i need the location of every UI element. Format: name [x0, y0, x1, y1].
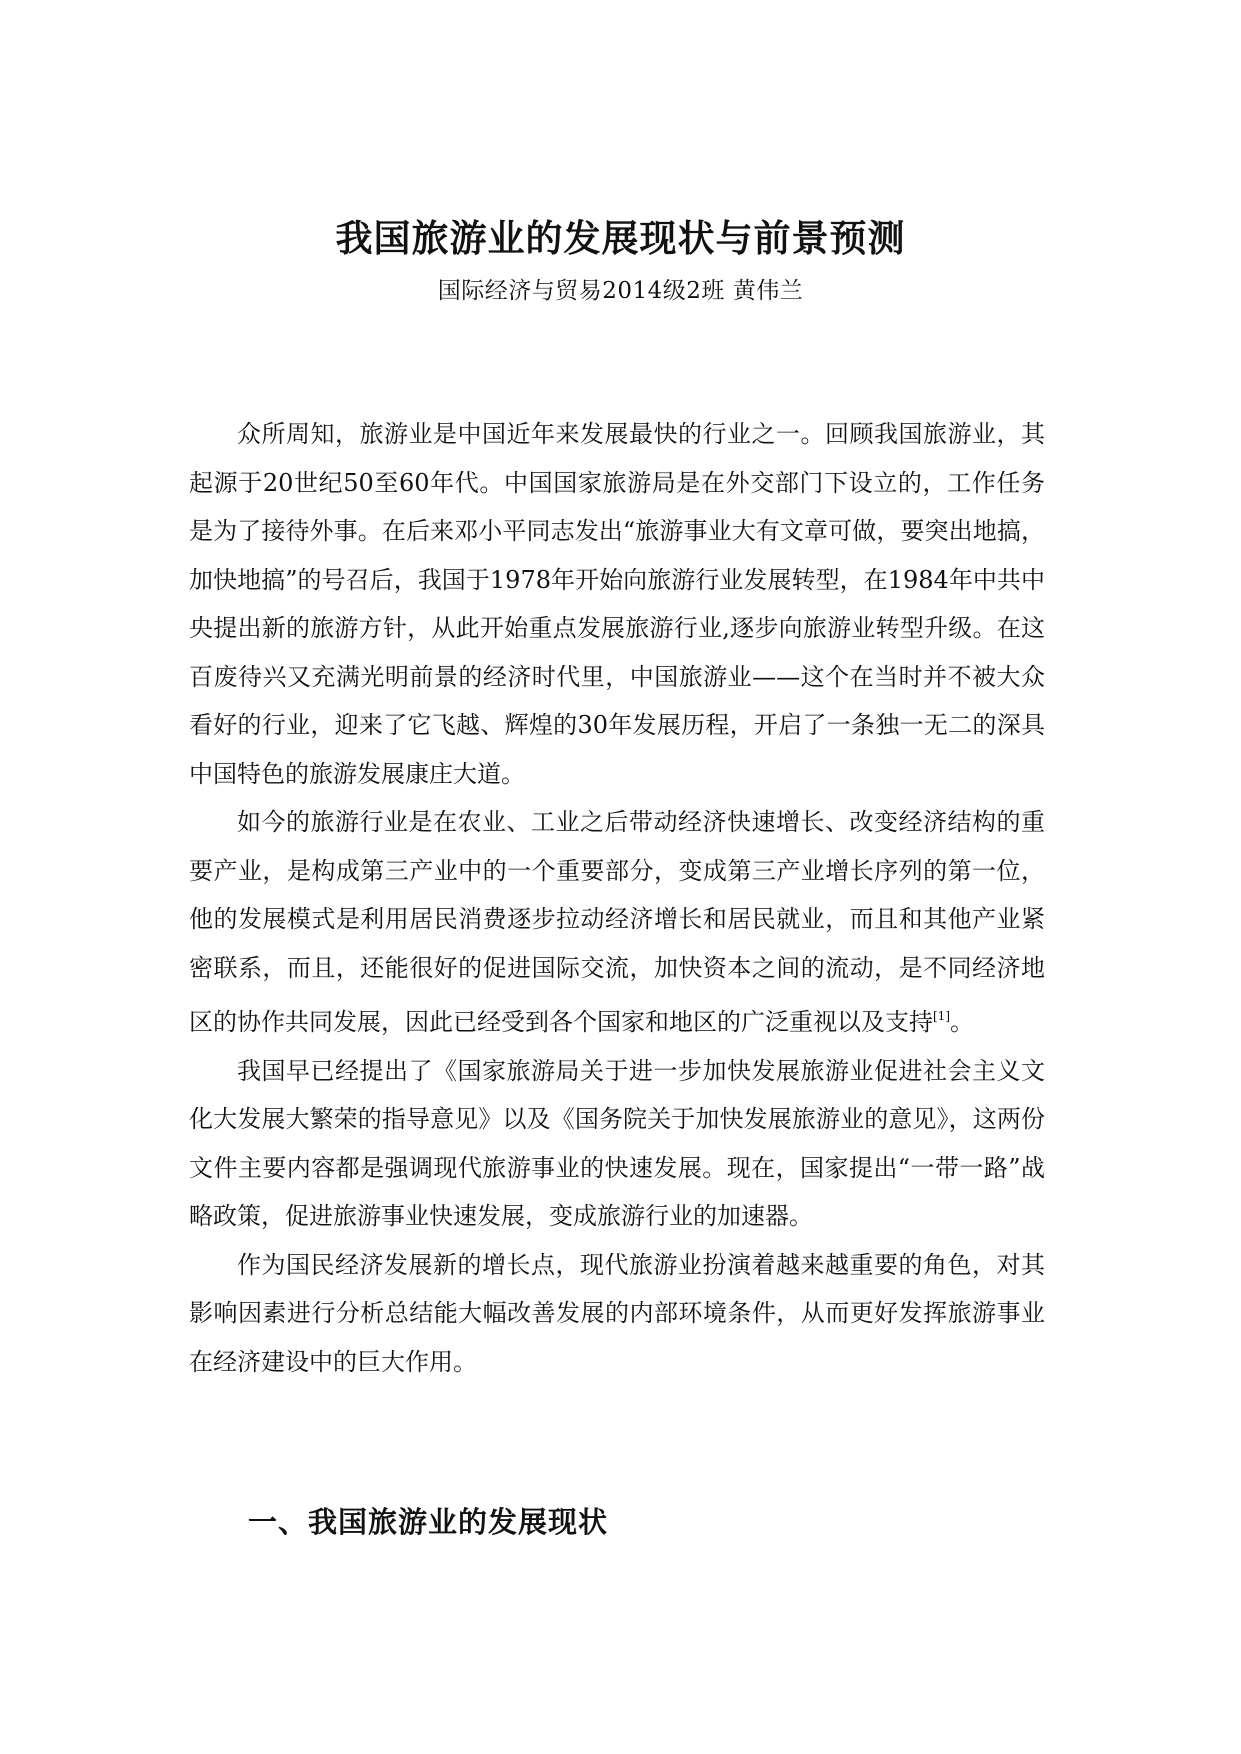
- author-line: 国际经济与贸易2014级2班 黄伟兰: [437, 278, 804, 304]
- section-heading: 一、我国旅游业的发展现状: [248, 1505, 609, 1539]
- paragraph-1: 众所周知，旅游业是中国近年来发展最快的行业之一。回顾我国旅游业，其起源于20世纪50至60年代。中国国家旅游局是在外交部门下设立的，工作任务是为了接待外事。在后来邓小平同志发出“旅游事业大有文章可做，要突出地搞，加快地搞”的号召后，我国于1978年开始向旅游行业发展转型，在1984年中共中央提出新的旅游方针，从此开始重点发展旅游行业,逐步向旅游业转型升级。在这百废待兴又充满光明前景的经济时代里，中国旅游业——这个在当时并不被大众看好的行业，迎来了它飞越、辉煌的30年发展历程，开启了一条独一无二的深具中国特色的旅游发展康庄大道。: [189, 420, 1045, 788]
- paragraph-4: 作为国民经济发展新的增长点，现代旅游业扮演着越来越重要的角色，对其影响因素进行分析总结能大幅改善发展的内部环境条件，从而更好发挥旅游事业在经济建设中的巨大作用。: [189, 1250, 1045, 1376]
- paragraph-3: 我国早已经提出了《国家旅游局关于进一步加快发展旅游业促进社会主义文化大发展大繁荣的指导意见》以及《国务院关于加快发展旅游业的意见》，这两份文件主要内容都是强调现代旅游事业的快速发展。现在，国家提出“一带一路”战略政策，促进旅游事业快速发展，变成旅游行业的加速器。: [189, 1056, 1045, 1230]
- paragraph-2: [189, 798, 1045, 1047]
- document-body: [189, 410, 1045, 1386]
- paragraph-2-text: 如今的旅游行业是在农业、工业之后带动经济快速增长、改变经济结构的重要产业，是构成第三产业中的一个重要部分，变成第三产业增长序列的第一位，他的发展模式是利用居民消费逐步拉动经济增长和居民就业，而且和其他产业紧密联系，而且，还能很好的促进国际交流，加快资本之间的流动，是不同经济地区的协作共同发展，因此已经受到各个国家和地区的广泛重视以及支持: [189, 808, 1045, 1036]
- citation-marker[interactable]: [1]: [933, 1009, 950, 1023]
- document-title: 我国旅游业的发展现状与前景预测: [335, 217, 906, 260]
- paragraph-2-end: 。: [950, 1008, 974, 1036]
